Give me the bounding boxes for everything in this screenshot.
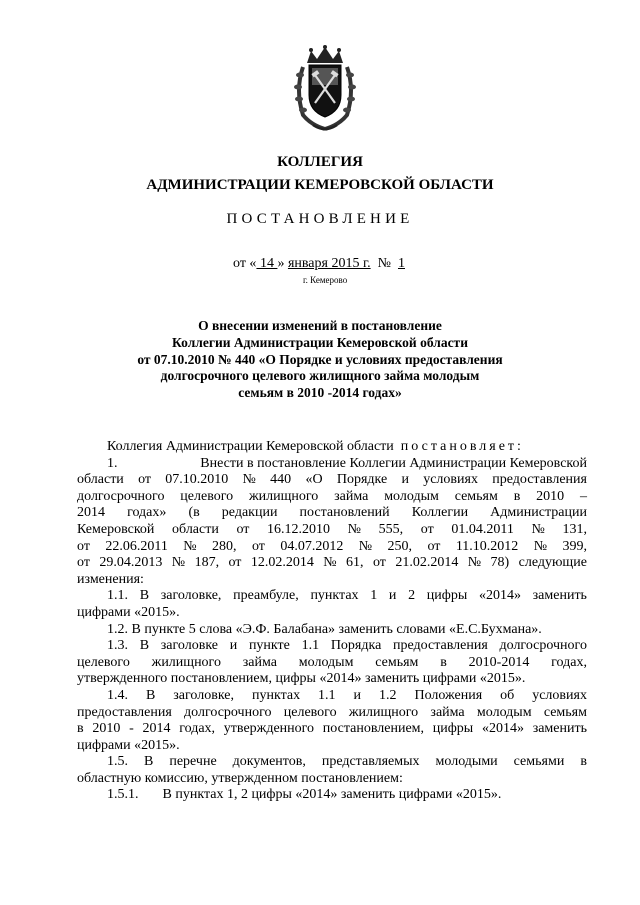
- word: от: [420, 521, 434, 537]
- word: 250,: [387, 538, 413, 554]
- word: от: [427, 538, 441, 554]
- word: в: [440, 654, 447, 670]
- p11-last-line: цифрами «2015».: [77, 604, 180, 620]
- word: постановлений: [299, 505, 390, 521]
- word: утвержденного: [223, 721, 315, 737]
- p14-last-line: цифрами «2015».: [77, 737, 180, 753]
- word: семьями: [513, 754, 565, 770]
- word: 2014: [142, 721, 171, 737]
- p1-first-line: [77, 456, 587, 473]
- word: годах,: [551, 654, 587, 670]
- justified-line: [77, 688, 587, 705]
- word: №: [467, 555, 482, 571]
- word: 131,: [562, 521, 587, 537]
- date-day: 14: [256, 256, 278, 271]
- word: годах,: [179, 721, 216, 737]
- word: №: [358, 538, 373, 554]
- word: 280,: [212, 538, 237, 554]
- justified-line: [77, 638, 587, 655]
- word: молодым: [298, 654, 354, 670]
- coat-of-arms-icon: [293, 45, 357, 133]
- org-name-line2: АДМИНИСТРАЦИИ КЕМЕРОВСКОЙ ОБЛАСТИ: [146, 177, 494, 193]
- word: 399,: [562, 538, 587, 554]
- word: 187,: [194, 555, 220, 571]
- justified-line: [77, 655, 587, 672]
- word: и: [388, 588, 397, 604]
- word: заголовке: [160, 638, 218, 654]
- word: заменить: [532, 588, 587, 604]
- word: В: [144, 754, 154, 770]
- word: целевого: [77, 654, 130, 670]
- justified-line: [77, 539, 587, 556]
- word: заголовке,: [173, 687, 234, 703]
- word: преамбуле,: [233, 588, 299, 604]
- word: 555,: [378, 521, 404, 537]
- word: в: [513, 488, 521, 504]
- justified-line: [77, 588, 587, 605]
- word: от: [228, 555, 242, 571]
- word: Порядке: [336, 472, 388, 488]
- word: цифры: [432, 721, 474, 737]
- word: семьям: [543, 704, 587, 720]
- justified-line: [77, 489, 587, 506]
- p15-last-line: областную комиссию, утвержденном постановлением:: [77, 770, 403, 786]
- justified-line: [77, 721, 587, 738]
- word: №: [533, 538, 548, 554]
- document-body: [77, 439, 587, 804]
- org-name-line1: КОЛЛЕГИЯ: [277, 154, 363, 170]
- word: Кемеровской: [77, 521, 155, 537]
- word: условиях: [423, 472, 478, 488]
- word: (в: [188, 505, 200, 521]
- p151-line: [77, 787, 587, 804]
- justified-line: [77, 505, 587, 522]
- word: 01.04.2011: [451, 521, 514, 537]
- word: заголовке,: [160, 588, 222, 604]
- word: жилищного: [348, 704, 419, 720]
- p12-line: 1.2. В пункте 5 слова «Э.Ф. Балабана» заменить словами «Е.С.Бухмана».: [107, 621, 542, 637]
- word: годах»: [127, 505, 167, 521]
- word: 440: [270, 472, 292, 488]
- word: представляемых: [321, 754, 420, 770]
- p151-number: 1.5.1.: [107, 787, 139, 803]
- word: –: [580, 488, 587, 504]
- number-sign: №: [377, 256, 391, 271]
- subject-line: О внесении изменений в постановление: [198, 318, 442, 333]
- word: №: [171, 555, 186, 571]
- word: «О: [305, 472, 323, 488]
- word: 07.10.2010: [165, 472, 229, 488]
- p1-number: 1.: [107, 455, 118, 471]
- word: №: [531, 521, 545, 537]
- word: 1.1.: [107, 588, 128, 604]
- word: жилищного: [151, 654, 221, 670]
- word: следующие: [518, 555, 587, 571]
- date-month-year: января 2015 г.: [287, 256, 371, 271]
- word: от: [236, 521, 250, 537]
- word: 2010-2014: [468, 654, 530, 670]
- word: и: [353, 687, 362, 703]
- word: жилищного: [248, 488, 319, 504]
- justified-line: [77, 754, 587, 771]
- word: 2010: [536, 488, 565, 504]
- word: семьям: [375, 654, 419, 670]
- word: 2: [408, 588, 416, 604]
- word: целевого: [283, 704, 337, 720]
- word: 1: [370, 588, 378, 604]
- date-mid: »: [277, 256, 288, 271]
- word: молодыми: [435, 754, 498, 770]
- word: -: [129, 721, 134, 737]
- word: целевого: [180, 488, 234, 504]
- word: 1.2: [378, 687, 397, 703]
- word: семьям: [454, 488, 498, 504]
- p151-text: В пунктах 1, 2 цифры «2014» заменить цифрами «2015».: [162, 787, 502, 803]
- justified-line: [77, 522, 587, 539]
- word: 21.02.2014: [395, 555, 459, 571]
- word: Администрации: [490, 505, 587, 521]
- document-number: 1: [397, 256, 405, 271]
- word: В: [145, 687, 156, 703]
- word: 1.1: [301, 638, 320, 654]
- word: долгосрочного: [77, 488, 165, 504]
- justified-line: [77, 705, 587, 722]
- word: от: [77, 538, 90, 554]
- word: пунктах: [310, 588, 359, 604]
- subject-line: долгосрочного целевого жилищного займа молодым: [160, 368, 480, 384]
- city-label: г. Кемерово: [303, 275, 348, 285]
- word: пунктах: [251, 687, 301, 703]
- word: молодым: [476, 704, 532, 720]
- word: перечне: [169, 754, 217, 770]
- p13-last-line: утвержденного постановлением, цифры «2014» заменить цифрами «2015».: [77, 671, 526, 687]
- word: В: [139, 638, 150, 654]
- intro-resolves: постановляет:: [400, 439, 524, 454]
- word: условиях: [532, 687, 587, 703]
- word: редакции: [221, 505, 278, 521]
- word: от: [77, 555, 90, 571]
- word: молодым: [384, 488, 439, 504]
- word: В: [139, 588, 150, 604]
- subject-line: Коллегии Администрации Кемеровской области: [172, 334, 468, 350]
- intro-text: Коллегия Администрации Кемеровской области: [107, 439, 394, 454]
- word: №: [347, 521, 362, 537]
- date-line: [233, 256, 405, 272]
- word: 1.4.: [107, 687, 128, 703]
- document-subject: [96, 318, 544, 402]
- word: займа: [334, 488, 369, 504]
- word: 11.10.2012: [455, 538, 519, 554]
- word: от: [138, 472, 152, 488]
- word: Порядка: [330, 638, 382, 654]
- word: 1.1: [318, 687, 336, 703]
- word: области: [172, 521, 219, 537]
- word: предоставления: [393, 638, 488, 654]
- subject-line: семьям в 2010 -2014 годах»: [238, 385, 402, 401]
- word: в: [580, 754, 587, 770]
- word: и: [401, 472, 409, 488]
- word: пункте: [248, 638, 290, 654]
- word: в: [77, 721, 84, 737]
- word: 29.04.2013: [99, 555, 163, 571]
- word: и: [229, 638, 238, 654]
- word: цифры: [426, 588, 468, 604]
- justified-line: [77, 555, 587, 572]
- word: «2014»: [478, 588, 521, 604]
- p1-text: Внести в постановление Коллегии Администрации Кемеровской: [200, 455, 587, 471]
- p1-last-line: изменения:: [77, 571, 144, 587]
- word: предоставления: [77, 704, 172, 720]
- subject-line: от 07.10.2010 № 440 «О Порядке и условиях предоставления: [137, 351, 503, 367]
- word: займа: [430, 704, 465, 720]
- word: 1.5.: [107, 754, 128, 770]
- word: заменить: [532, 721, 587, 737]
- word: предоставления: [492, 472, 587, 488]
- word: области: [77, 472, 124, 488]
- word: постановлением,: [322, 721, 425, 737]
- justified-line: [77, 472, 587, 489]
- intro-line: [77, 439, 587, 456]
- word: 22.06.2011: [105, 538, 168, 554]
- word: долгосрочного: [184, 704, 272, 720]
- word: Положения: [414, 687, 483, 703]
- word: 16.12.2010: [267, 521, 331, 537]
- word: 2014: [77, 505, 105, 521]
- word: 2010: [92, 721, 121, 737]
- word: Коллегии: [411, 505, 469, 521]
- word: «2014»: [481, 721, 524, 737]
- word: долгосрочного: [499, 638, 587, 654]
- word: об: [500, 687, 515, 703]
- word: документов,: [232, 754, 306, 770]
- word: 04.07.2012: [280, 538, 344, 554]
- word: №: [242, 472, 256, 488]
- word: от: [251, 538, 265, 554]
- word: 78): [490, 555, 510, 571]
- word: №: [183, 538, 197, 554]
- word: от: [372, 555, 386, 571]
- word: №: [323, 555, 337, 571]
- date-prefix: от «: [233, 256, 257, 271]
- word: 61,: [346, 555, 364, 571]
- word: займа: [242, 654, 277, 670]
- word: 12.02.2014: [250, 555, 314, 571]
- word: 1.3.: [107, 638, 128, 654]
- document-type: ПОСТАНОВЛЕНИЕ: [226, 211, 414, 227]
